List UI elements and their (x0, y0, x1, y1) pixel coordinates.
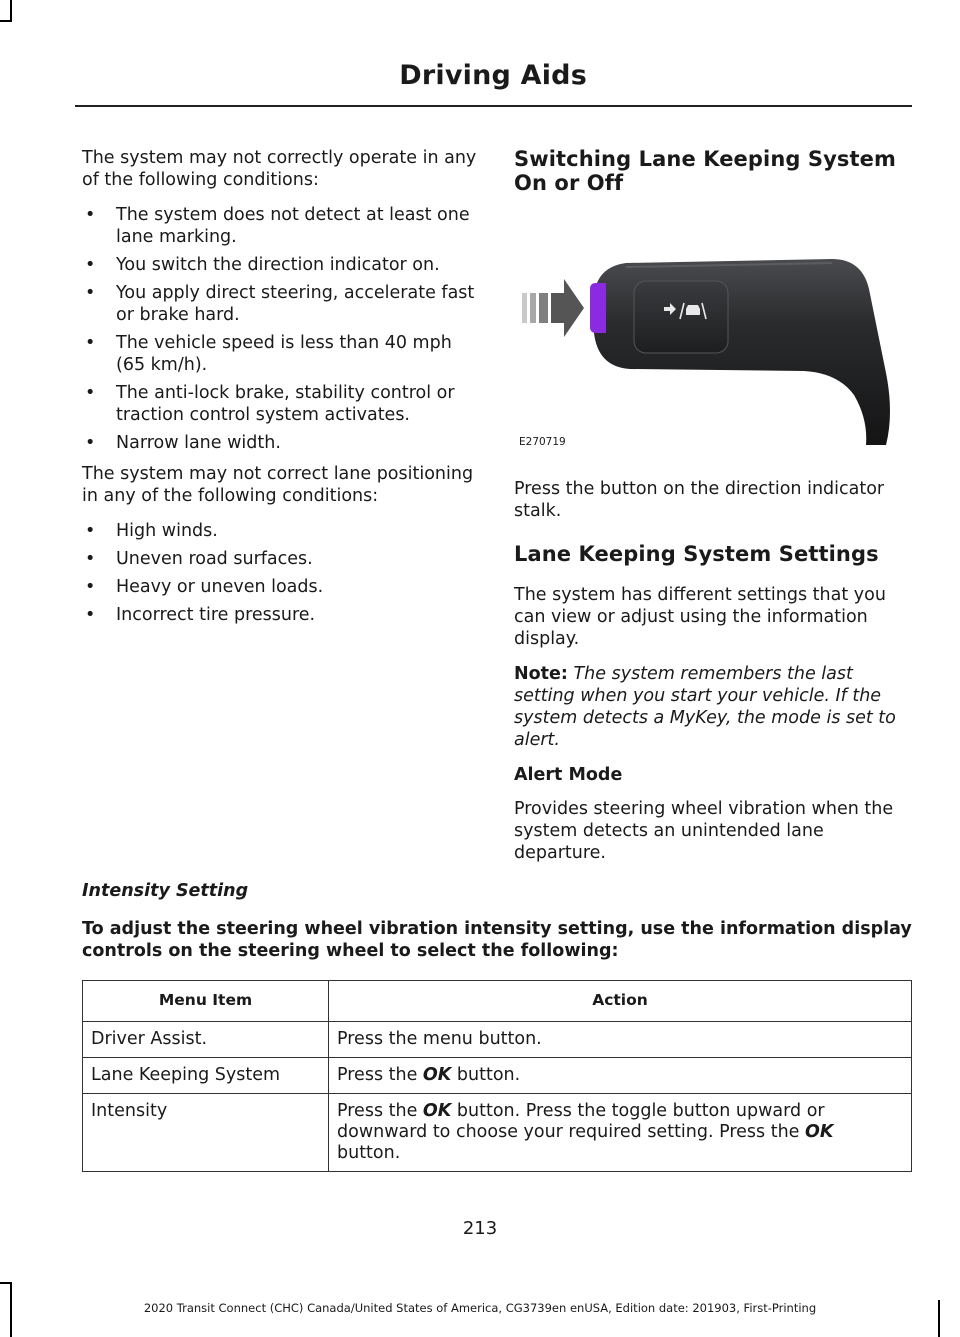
table-row (83, 1094, 912, 1172)
action-text: Press the (337, 1065, 423, 1085)
conditions-intro: The system may not correctly operate in any of the following conditions: (82, 148, 477, 190)
list-item: • The system does not detect at least one lane marking. (82, 204, 477, 248)
note-label: Note: (514, 664, 568, 684)
alert-mode-heading: Alert Mode (514, 765, 623, 785)
settings-heading: Lane Keeping System Settings (514, 542, 879, 566)
list-item: • The vehicle speed is less than 40 mph (65 km/h). (82, 332, 477, 376)
list-item: • Narrow lane width. (82, 432, 477, 454)
stalk-illustration (514, 223, 910, 453)
list-item: • High winds. (82, 520, 477, 542)
action-text: Press the menu button. (337, 1029, 542, 1049)
switching-heading: Switching Lane Keeping System On or Off (514, 147, 896, 195)
action-cell (329, 1094, 912, 1172)
list-item: • You apply direct steering, accelerate fast or brake hard. (82, 282, 477, 326)
action-text: Press the (337, 1101, 423, 1121)
intensity-table (82, 980, 912, 1172)
direction-indicator-stalk-image (514, 223, 910, 453)
positioning-conditions-list (82, 520, 477, 626)
note (514, 663, 912, 751)
list-item: • Incorrect tire pressure. (82, 604, 477, 626)
note-text: The system remembers the last setting when you start your vehicle. If the system detects a MyKey, the mode is set to alert. (514, 664, 896, 750)
right-column (514, 147, 912, 877)
alert-mode-text: Provides steering wheel vibration when the system detects an unintended lane departure. (514, 799, 894, 863)
table-header-row (83, 981, 912, 1022)
ok-button-label: OK (422, 1065, 452, 1085)
page-number: 213 (462, 1218, 498, 1239)
list-item: • Heavy or uneven loads. (82, 576, 477, 598)
intensity-heading: Intensity Setting (82, 881, 249, 901)
column-header-action: Action (329, 981, 912, 1022)
table-row (83, 1022, 912, 1058)
press-button-text: Press the button on the direction indicator stalk. (514, 479, 885, 521)
action-cell (329, 1058, 912, 1094)
arrow-right-icon (522, 279, 584, 337)
crop-mark-bottom-left-h (0, 1282, 12, 1284)
settings-text: The system has different settings that you can view or adjust using the information display. (514, 585, 886, 649)
menu-item-cell: Lane Keeping System (83, 1058, 329, 1094)
menu-item-cell: Intensity (83, 1094, 329, 1172)
list-item: • The anti-lock brake, stability control or traction control system activates. (82, 382, 477, 426)
column-header-menu-item: Menu Item (83, 981, 329, 1022)
operation-conditions-list (82, 204, 477, 454)
action-text: button. (337, 1143, 401, 1163)
header-divider (75, 105, 912, 107)
action-cell (329, 1022, 912, 1058)
crop-mark-top-left (10, 0, 12, 22)
list-item: • Uneven road surfaces. (82, 548, 477, 570)
page-title: Driving Aids (399, 60, 587, 91)
table-row (83, 1058, 912, 1094)
action-text: button. Press the toggle button upward or downward to choose your required setting. Press the (337, 1101, 825, 1142)
menu-item-cell: Driver Assist. (83, 1022, 329, 1058)
intensity-section (82, 880, 912, 1172)
ok-button-label: OK (422, 1101, 452, 1121)
footer-edition-info: 2020 Transit Connect (CHC) Canada/United States of America, CG3739en enUSA, Edition date: 201903, First-Printing (143, 1301, 817, 1315)
list-item: • You switch the direction indicator on. (82, 254, 477, 276)
crop-mark-top-left-h (0, 20, 12, 22)
ok-button-label: OK (805, 1122, 834, 1142)
left-column (82, 147, 477, 635)
positioning-intro: The system may not correct lane positioning in any of the following conditions: (82, 464, 474, 506)
figure-code: E270719 (519, 436, 566, 448)
action-text: button. (451, 1065, 521, 1085)
intensity-intro: To adjust the steering wheel vibration intensity setting, use the information display controls on the steering wheel to select the following: (82, 919, 912, 961)
